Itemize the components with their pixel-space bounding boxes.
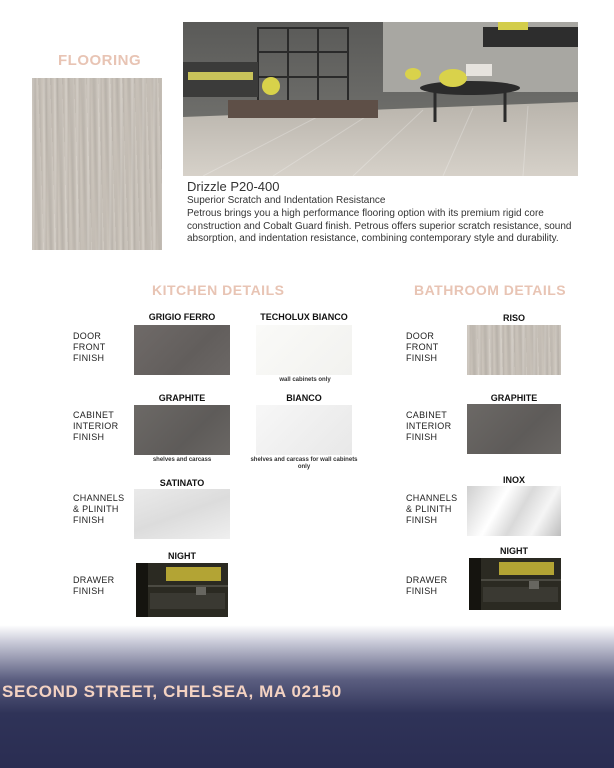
bathroom-night-swatch <box>469 558 561 610</box>
techolux-bianco-note: wall cabinets only <box>279 377 331 383</box>
bianco-title: BIANCO <box>286 393 322 403</box>
techolux-bianco-title: TECHOLUX BIANCO <box>260 312 348 322</box>
footer-address: SECOND STREET, CHELSEA, MA 02150 <box>2 682 342 701</box>
room-photo <box>183 22 578 176</box>
graphite-swatch <box>134 405 230 455</box>
bathroom-heading: BATHROOM DETAILS <box>414 282 567 298</box>
kitchen-door-label: DOOR FRONT FINISH <box>73 331 106 363</box>
kitchen-heading: KITCHEN DETAILS <box>152 282 285 298</box>
bathroom-channels-label: CHANNELS & PLINITH FINISH <box>406 493 458 525</box>
bathroom-graphite-swatch <box>467 404 561 454</box>
bathroom-drawer-label: DRAWER FINISH <box>406 575 448 596</box>
techolux-bianco-swatch <box>256 325 352 375</box>
bathroom-door-label: DOOR FRONT FINISH <box>406 331 439 363</box>
bathroom-graphite-title: GRAPHITE <box>490 393 538 403</box>
bianco-swatch <box>256 405 352 455</box>
satinato-swatch <box>134 489 230 539</box>
product-name: Drizzle P20-400 <box>187 179 280 194</box>
kitchen-night-swatch <box>136 563 228 617</box>
kitchen-channels-label: CHANNELS & PLINITH FINISH <box>73 493 125 525</box>
grigio-ferro-title: GRIGIO FERRO <box>148 312 216 322</box>
riso-swatch <box>467 325 561 375</box>
inox-swatch <box>467 486 561 536</box>
kitchen-night-title: NIGHT <box>168 551 196 561</box>
inox-title: INOX <box>502 475 525 485</box>
bianco-note: shelves and carcass for wall cabinets only <box>250 457 358 470</box>
flooring-swatch <box>32 78 162 250</box>
product-subtitle: Superior Scratch and Indentation Resistance <box>187 195 386 206</box>
satinato-title: SATINATO <box>159 478 205 488</box>
kitchen-drawer-label: DRAWER FINISH <box>73 575 115 596</box>
bathroom-night-title: NIGHT <box>500 546 528 556</box>
kitchen-cabinet-label: CABINET INTERIOR FINISH <box>73 410 119 442</box>
product-description: Petrous brings you a high performance flooring option with its premium rigid core construction and Cobalt Guard finish. Petrous offers superior scratch resistance, sound absorption, and indentation resistance, combining contemporary style and durability. <box>187 208 572 244</box>
grigio-ferro-swatch <box>134 325 230 375</box>
bathroom-cabinet-label: CABINET INTERIOR FINISH <box>406 410 452 442</box>
graphite-note: shelves and carcass <box>152 457 212 463</box>
flooring-heading: FLOORING <box>58 52 142 69</box>
graphite-title: GRAPHITE <box>158 393 206 403</box>
riso-title: RISO <box>502 313 525 323</box>
